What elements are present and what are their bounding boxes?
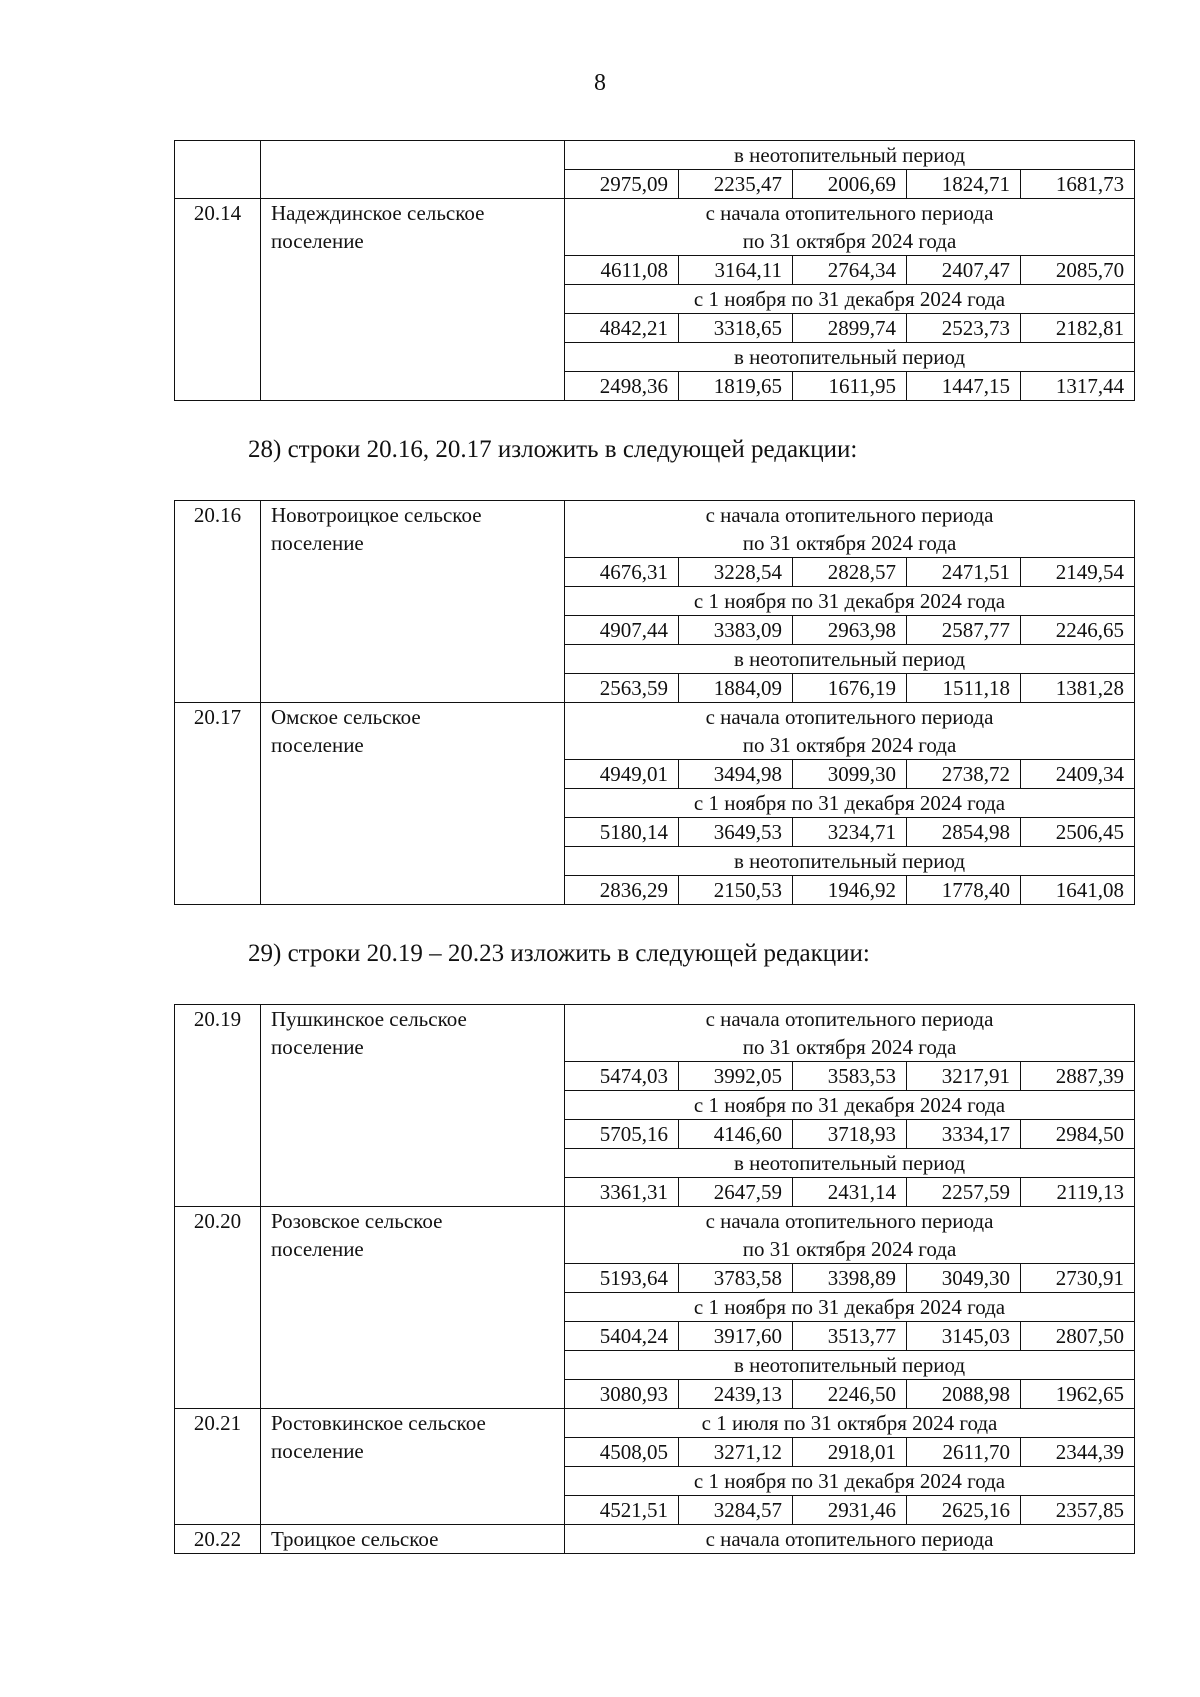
tariff-value: 3284,57: [679, 1496, 793, 1525]
tariff-value: 4521,51: [565, 1496, 679, 1525]
tariff-value: 4146,60: [679, 1120, 793, 1149]
tariff-value: 1381,28: [1021, 674, 1135, 703]
tariff-value: 2625,16: [907, 1496, 1021, 1525]
tariff-value: 2836,29: [565, 876, 679, 905]
row-code: 20.19: [175, 1005, 261, 1207]
tariff-value: 3718,93: [793, 1120, 907, 1149]
settlement-name: Пушкинское сельское поселение: [271, 1007, 467, 1059]
tariff-value: 2246,65: [1021, 616, 1135, 645]
settlement-name-cell: [261, 703, 565, 905]
tariff-value: 2611,70: [907, 1438, 1021, 1467]
tariff-value: 2344,39: [1021, 1438, 1135, 1467]
tariff-value: 2647,59: [679, 1178, 793, 1207]
settlement-name-cell: [261, 1005, 565, 1207]
period-label-row: [175, 501, 1135, 558]
tariff-value: 2471,51: [907, 558, 1021, 587]
tariff-value: 2149,54: [1021, 558, 1135, 587]
period-label-row: [175, 1525, 1135, 1554]
period-label: с 1 ноября по 31 декабря 2024 года: [565, 1467, 1135, 1496]
period-label-row: [175, 1005, 1135, 1062]
tariff-value: 3398,89: [793, 1264, 907, 1293]
tariff-value: 3228,54: [679, 558, 793, 587]
tariff-value: 2931,46: [793, 1496, 907, 1525]
tariff-value: 2963,98: [793, 616, 907, 645]
tariff-value: 1884,09: [679, 674, 793, 703]
tariff-value: 3917,60: [679, 1322, 793, 1351]
tariff-value: 2119,13: [1021, 1178, 1135, 1207]
tariff-value: 3234,71: [793, 818, 907, 847]
tariff-value: 2357,85: [1021, 1496, 1135, 1525]
tariff-value: 3164,11: [679, 256, 793, 285]
tariff-value: 3049,30: [907, 1264, 1021, 1293]
period-label: в неотопительный период: [565, 1351, 1135, 1380]
tariff-value: 3271,12: [679, 1438, 793, 1467]
tariff-value: 2246,50: [793, 1380, 907, 1409]
tariff-value: 5474,03: [565, 1062, 679, 1091]
row-code: 20.14: [175, 199, 261, 401]
tariff-value: 1819,65: [679, 372, 793, 401]
tariff-value: 1824,71: [907, 170, 1021, 199]
tariff-value: 2498,36: [565, 372, 679, 401]
settlement-name: Троицкое сельское: [271, 1527, 439, 1551]
tariff-value: 4842,21: [565, 314, 679, 343]
tariff-value: 3080,93: [565, 1380, 679, 1409]
tariff-value: 1641,08: [1021, 876, 1135, 905]
tariff-value: 3318,65: [679, 314, 793, 343]
settlement-name-cell: [261, 1207, 565, 1409]
tariff-value: 3992,05: [679, 1062, 793, 1091]
tariff-value: 2975,09: [565, 170, 679, 199]
tariff-value: 3583,53: [793, 1062, 907, 1091]
settlement-name-cell: [261, 141, 565, 199]
tariff-value: 2407,47: [907, 256, 1021, 285]
period-label: в неотопительный период: [565, 847, 1135, 876]
period-label: с 1 июля по 31 октября 2024 года: [565, 1409, 1135, 1438]
period-label: с 1 ноября по 31 декабря 2024 года: [565, 1091, 1135, 1120]
tariff-value: 2006,69: [793, 170, 907, 199]
period-label: с начала отопительного периода по 31 октября 2024 года: [565, 501, 1135, 558]
settlement-name-cell: [261, 1525, 565, 1554]
period-label-row: [175, 141, 1135, 170]
tariff-value: 2439,13: [679, 1380, 793, 1409]
tariff-value: 2088,98: [907, 1380, 1021, 1409]
tariff-value: 4676,31: [565, 558, 679, 587]
period-label: с начала отопительного периода по 31 октября 2024 года: [565, 1207, 1135, 1264]
tariff-value: 3099,30: [793, 760, 907, 789]
tariff-table-2: [174, 500, 1135, 905]
period-label: с начала отопительного периода по 31 октября 2024 года: [565, 1005, 1135, 1062]
row-code: 20.20: [175, 1207, 261, 1409]
tariff-value: 3513,77: [793, 1322, 907, 1351]
period-label: с начала отопительного периода по 31 октября 2024 года: [565, 199, 1135, 256]
period-label: с начала отопительного периода по 31 октября 2024 года: [565, 703, 1135, 760]
tariff-value: 1946,92: [793, 876, 907, 905]
period-label-row: [175, 1207, 1135, 1264]
tariff-value: 2587,77: [907, 616, 1021, 645]
tariff-value: 2828,57: [793, 558, 907, 587]
period-label: с 1 ноября по 31 декабря 2024 года: [565, 587, 1135, 616]
settlement-name: Омское сельское поселение: [271, 705, 421, 757]
tariff-value: 1511,18: [907, 674, 1021, 703]
tariff-value: 2523,73: [907, 314, 1021, 343]
tariff-value: 2807,50: [1021, 1322, 1135, 1351]
tariff-value: 2764,34: [793, 256, 907, 285]
tariff-value: 1611,95: [793, 372, 907, 401]
period-label: с начала отопительного периода: [565, 1525, 1135, 1554]
tariff-value: 5180,14: [565, 818, 679, 847]
tariff-value: 5705,16: [565, 1120, 679, 1149]
tariff-value: 2887,39: [1021, 1062, 1135, 1091]
tariff-value: 1962,65: [1021, 1380, 1135, 1409]
settlement-name-cell: [261, 1409, 565, 1525]
tariff-value: 4907,44: [565, 616, 679, 645]
tariff-value: 1681,73: [1021, 170, 1135, 199]
period-label-row: [175, 1409, 1135, 1438]
period-label: в неотопительный период: [565, 645, 1135, 674]
paragraph-29: 29) строки 20.19 – 20.23 изложить в следующей редакции:: [248, 940, 870, 967]
row-code: 20.21: [175, 1409, 261, 1525]
settlement-name-cell: [261, 199, 565, 401]
settlement-name: Новотроицкое сельское поселение: [271, 503, 482, 555]
tariff-value: 2563,59: [565, 674, 679, 703]
period-label-row: [175, 703, 1135, 760]
settlement-name-cell: [261, 501, 565, 703]
tariff-value: 2854,98: [907, 818, 1021, 847]
tariff-value: 2150,53: [679, 876, 793, 905]
period-label-row: [175, 199, 1135, 256]
settlement-name: Надеждинское сельское поселение: [271, 201, 485, 253]
period-label: с 1 ноября по 31 декабря 2024 года: [565, 285, 1135, 314]
period-label: в неотопительный период: [565, 141, 1135, 170]
tariff-value: 4949,01: [565, 760, 679, 789]
tariff-value: 4611,08: [565, 256, 679, 285]
tariff-value: 2182,81: [1021, 314, 1135, 343]
tariff-value: 3334,17: [907, 1120, 1021, 1149]
tariff-value: 2085,70: [1021, 256, 1135, 285]
page-number: 8: [594, 70, 606, 96]
row-code: 20.22: [175, 1525, 261, 1554]
tariff-value: 3649,53: [679, 818, 793, 847]
row-code: [175, 141, 261, 199]
tariff-value: 1676,19: [793, 674, 907, 703]
tariff-value: 3494,98: [679, 760, 793, 789]
period-label: с 1 ноября по 31 декабря 2024 года: [565, 789, 1135, 818]
tariff-value: 4508,05: [565, 1438, 679, 1467]
tariff-value: 2899,74: [793, 314, 907, 343]
tariff-value: 3783,58: [679, 1264, 793, 1293]
tariff-value: 2235,47: [679, 170, 793, 199]
tariff-table-3: [174, 1004, 1135, 1554]
period-label: в неотопительный период: [565, 1149, 1135, 1178]
tariff-table-1: [174, 140, 1135, 401]
tariff-value: 2730,91: [1021, 1264, 1135, 1293]
tariff-value: 2431,14: [793, 1178, 907, 1207]
period-label: с 1 ноября по 31 декабря 2024 года: [565, 1293, 1135, 1322]
row-code: 20.17: [175, 703, 261, 905]
tariff-value: 2506,45: [1021, 818, 1135, 847]
tariff-value: 1447,15: [907, 372, 1021, 401]
tariff-value: 1778,40: [907, 876, 1021, 905]
tariff-value: 2257,59: [907, 1178, 1021, 1207]
tariff-value: 2738,72: [907, 760, 1021, 789]
tariff-value: 3383,09: [679, 616, 793, 645]
tariff-value: 2409,34: [1021, 760, 1135, 789]
tariff-value: 3217,91: [907, 1062, 1021, 1091]
tariff-value: 3145,03: [907, 1322, 1021, 1351]
tariff-value: 2984,50: [1021, 1120, 1135, 1149]
tariff-value: 5193,64: [565, 1264, 679, 1293]
period-label: в неотопительный период: [565, 343, 1135, 372]
tariff-value: 2918,01: [793, 1438, 907, 1467]
paragraph-28: 28) строки 20.16, 20.17 изложить в следующей редакции:: [248, 436, 858, 463]
settlement-name: Ростовкинское сельское поселение: [271, 1411, 486, 1463]
tariff-value: 5404,24: [565, 1322, 679, 1351]
tariff-value: 1317,44: [1021, 372, 1135, 401]
row-code: 20.16: [175, 501, 261, 703]
settlement-name: Розовское сельское поселение: [271, 1209, 443, 1261]
tariff-value: 3361,31: [565, 1178, 679, 1207]
